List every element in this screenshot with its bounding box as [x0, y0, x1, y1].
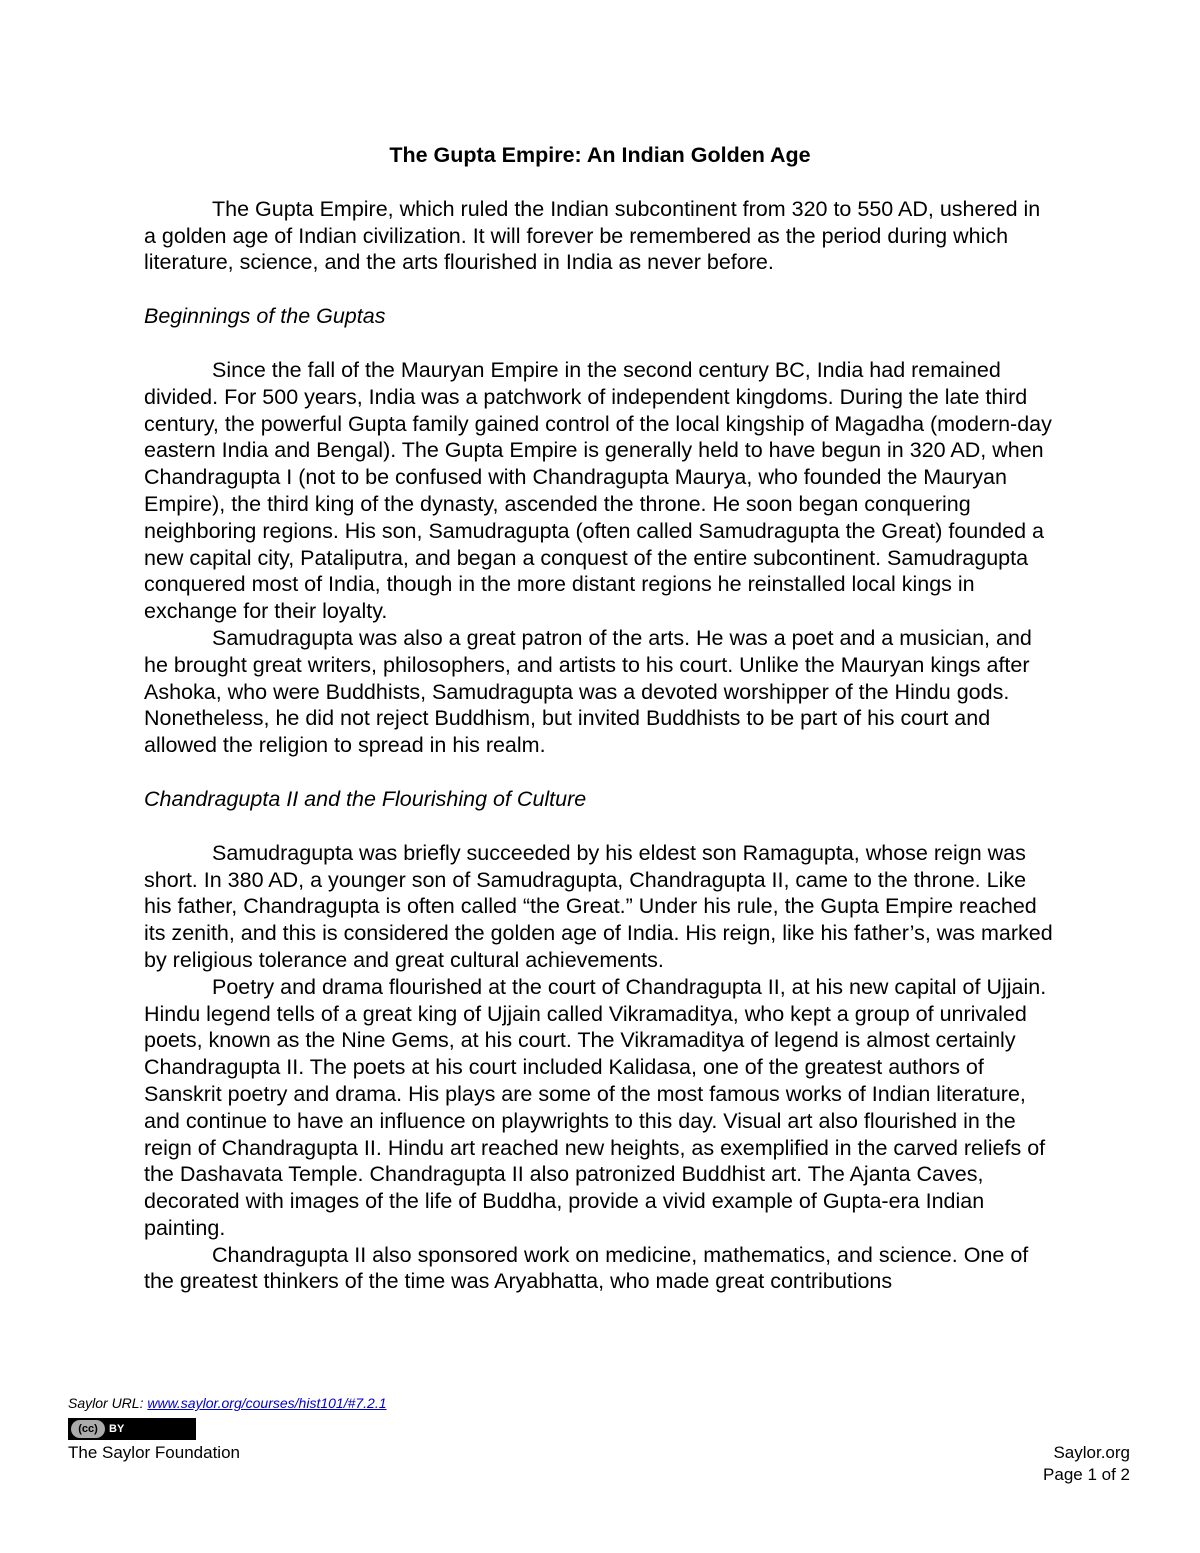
paragraph: Poetry and drama flourished at the court of Chandragupta II, at his new capital of Ujjain. Hindu legend tells of a great king of Ujjain called Vikramaditya, who kept a group of unrivaled poets, known as the Nine Gems, at his court. The Vikramaditya of legend is almost certainly Chandragupta II. The poets at his court included Kalidasa, one of the greatest authors of Sanskrit poetry and drama. His plays are some of the most famous works of Indian literature, and continue to have an influence on playwrights to this day. Visual art also flourished in the reign of Chandragupta II. Hindu art reached new heights, as exemplified in the carved reliefs of the Dashavata Temple. Chandragupta II also patronized Buddhist art. The Ajanta Caves, decorated with images of the life of Buddha, provide a vivid example of Gupta-era Indian painting.: [144, 974, 1047, 1240]
paragraph: Samudragupta was briefly succeeded by his eldest son Ramagupta, whose reign was short. In 380 AD, a younger son of Samudragupta, Chandragupta II, came to the throne. Like his father, Chandragupta is often called “the Great.” Under his rule, the Gupta Empire reached its zenith, and this is considered the golden age of India. His reign, like his father’s, was marked by religious tolerance and great cultural achievements.: [144, 840, 1053, 972]
section-heading-chandragupta: Chandragupta II and the Flourishing of Culture: [144, 786, 587, 811]
paragraph: Samudragupta was also a great patron of the arts. He was a poet and a musician, and he brought great writers, philosophers, and artists to his court. Unlike the Mauryan kings after Ashoka, who were Buddhists, Samudragupta was a devoted worshipper of the Hindu gods. Nonetheless, he did not reject Buddhism, but invited Buddhists to be part of his court and allowed the religion to spread in his realm.: [144, 625, 1032, 758]
cc-icon: (cc): [71, 1420, 105, 1438]
url-label: Saylor URL:: [68, 1395, 148, 1411]
license-by-label: BY: [109, 1423, 125, 1435]
site-name: Saylor.org: [1053, 1443, 1130, 1462]
page-indicator: Page 1 of 2: [1043, 1465, 1130, 1484]
course-url-link[interactable]: www.saylor.org/courses/hist101/#7.2.1: [147, 1395, 387, 1411]
footer-row: [68, 1442, 1130, 1486]
section-heading-beginnings: Beginnings of the Guptas: [144, 304, 386, 329]
document-title: The Gupta Empire: An Indian Golden Age: [389, 143, 811, 167]
footer-right: [1043, 1442, 1130, 1486]
page-footer: [68, 1392, 1130, 1486]
document-body: [144, 142, 1056, 1295]
intro-paragraph: The Gupta Empire, which ruled the Indian subcontinent from 320 to 550 AD, ushered in a golden age of Indian civilization. It will forever be remembered as the period during which literature, science, and the arts flourished in India as never before.: [144, 196, 1041, 275]
organization-name: The Saylor Foundation: [68, 1443, 240, 1462]
saylor-url-line: [68, 1392, 1130, 1414]
cc-license-badge[interactable]: [68, 1418, 196, 1440]
paragraph: Chandragupta II also sponsored work on medicine, mathematics, and science. One of the greatest thinkers of the time was Aryabhatta, who made great contributions: [144, 1242, 1029, 1294]
paragraph: Since the fall of the Mauryan Empire in the second century BC, India had remained divided. For 500 years, India was a patchwork of independent kingdoms. During the late third century, the powerful Gupta family gained control of the local kingship of Magadha (modern-day eastern India and Bengal). The Gupta Empire is generally held to have begun in 320 AD, when Chandragupta I (not to be confused with Chandragupta Maurya, who founded the Mauryan Empire), the third king of the dynasty, ascended the throne. He soon began conquering neighboring regions. His son, Samudragupta (often called Samudragupta the Great) founded a new capital city, Pataliputra, and began a conquest of the entire subcontinent. Samudragupta conquered most of India, though in the more distant regions he reinstalled local kings in exchange for their loyalty.: [144, 357, 1052, 624]
